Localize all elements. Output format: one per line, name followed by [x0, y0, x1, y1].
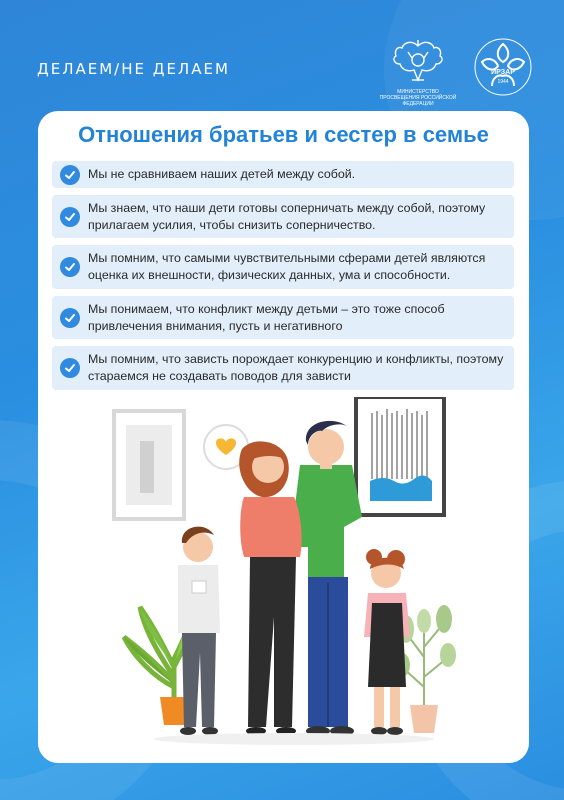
- header-label: ДЕЛАЕМ/НЕ ДЕЛАЕМ: [37, 60, 230, 78]
- circular-flower-icon: [472, 36, 534, 98]
- irzar-logo: [472, 36, 534, 98]
- wall-picture-left: [114, 411, 184, 519]
- list-item-text: Мы помним, что зависть порождает конкуренцию и конфликты, поэтому стараемся не создавать поводов для зависти: [88, 352, 504, 384]
- list-item-text: Мы не сравниваем наших детей между собой.: [88, 167, 356, 182]
- wall-picture-right: [356, 397, 444, 515]
- ministry-text: МИНИСТЕРСТВО ПРОСВЕЩЕНИЯ РОССИЙСКОЙ ФЕДЕРАЦИИ: [379, 89, 457, 107]
- checkmark-circle-icon: [60, 257, 80, 277]
- family-illustration: [94, 397, 494, 757]
- irzar-name: ИРЗАР: [491, 69, 515, 76]
- ministry-logo: [378, 36, 458, 107]
- irzar-year: 1944: [497, 79, 509, 85]
- list-item: [52, 245, 514, 288]
- checkmark-circle-icon: [60, 165, 80, 185]
- checkmark-circle-icon: [60, 308, 80, 328]
- list-item-text: Мы понимаем, что конфликт между детьми – это тоже способ привлечения внимания, пусть и негативного: [88, 301, 445, 333]
- double-headed-eagle-icon: [388, 36, 448, 88]
- list-item: [52, 346, 514, 389]
- mother-figure: [239, 441, 301, 735]
- list-item-text: Мы знаем, что наши дети готовы соперничать между собой, поэтому прилагаем усилия, чтобы снизить соперничество.: [88, 201, 486, 232]
- list-item: [52, 161, 514, 188]
- card-title: Отношения братьев и сестер в семье: [78, 122, 489, 147]
- list-item-text: Мы помним, что самыми чувствительными сферами детей являются оценка их внешности, физических данных, ума и способности.: [88, 251, 486, 283]
- girl-figure: [364, 549, 410, 735]
- list-item: [52, 195, 514, 238]
- checkmark-circle-icon: [60, 207, 80, 227]
- content-card: [38, 111, 529, 763]
- logos: [378, 36, 534, 107]
- checkmark-circle-icon: [60, 358, 80, 378]
- list-item: [52, 296, 514, 339]
- principles-list: [52, 161, 514, 397]
- father-figure: [290, 421, 362, 736]
- boy-figure: [178, 527, 220, 735]
